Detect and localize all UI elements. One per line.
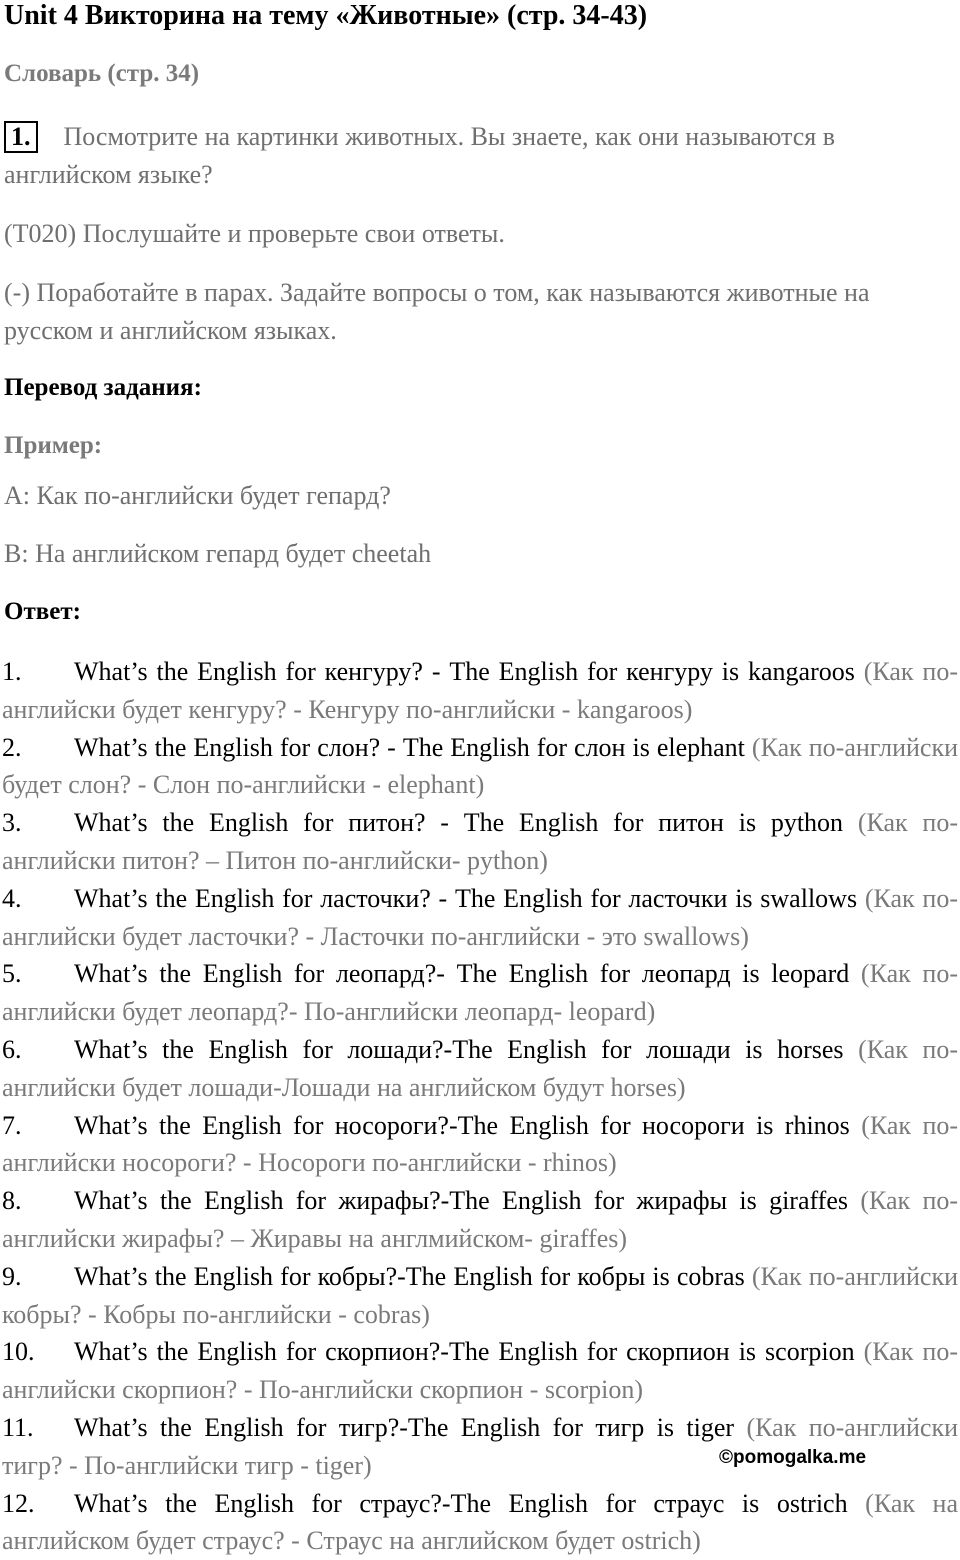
answer-item [2,1333,958,1409]
watermark: ©pomogalka.me [719,1447,867,1468]
section-heading: Словарь (стр. 34) [4,60,200,87]
answer-english: What’s the English for ласточки? - The English for ласточки is swallows [74,883,858,913]
answer-translation: (Как по-английски будет ласточки? - Ласточки по-английски - это swallows) [2,883,959,951]
answer-item [2,1031,958,1107]
answer-number: 1. [2,657,22,686]
answer-english: What’s the English for питон? - The English for питон is python [74,808,844,838]
page-title: Unit 4 Викторина на тему «Животные» (стр. 34-43) [4,0,648,31]
answer-number: 2. [2,732,22,762]
answer-english: What’s the English for тигр?-The English for тигр is tiger [74,1412,735,1442]
answer-translation: (Как по-английски жирафы? – Жиравы на англмийском- giraffes) [2,1186,959,1253]
answer-english: What’s the English for кобры?-The English for кобры is cobras [74,1261,745,1291]
answer-item [2,729,958,805]
answer-number: 7. [2,1110,22,1140]
answer-number: 8. [2,1186,22,1216]
answer-number: 11. [2,1412,34,1442]
task-audio-note: (T020) Послушайте и проверьте свои ответы. [4,219,505,248]
task-number-badge: 1. [4,121,38,153]
answer-item [2,1258,958,1334]
answer-english: What’s the English for носороги?-The English for носороги is rhinos [74,1110,850,1140]
answer-number: 5. [2,959,22,989]
example-heading: Пример: [4,432,103,459]
answer-number: 10. [2,1337,35,1367]
answer-number: 12. [2,1488,35,1518]
answer-translation: (Как по-английски тигр? - По-английски тигр - tiger) [2,1412,958,1480]
answer-translation: (Как по-английски кобры? - Кобры по-английски - cobras) [2,1261,959,1329]
answer-translation: (Как по-английски питон? – Питон по-английски- python) [2,808,958,875]
example-line-a: A: Как по-английски будет гепард? [4,481,391,510]
task-text: Посмотрите на картинки животных. Вы знаете, как они называются в английском языке? [4,122,835,189]
answer-item [2,1107,958,1183]
answer-list [2,653,958,1560]
answer-english: What’s the English for скорпион?-The English for скорпион is scorpion [74,1337,855,1367]
answer-number: 9. [2,1261,22,1291]
task-instruction [4,118,954,194]
answer-english: What’s the English for кенгуру? - The English for кенгуру is kangaroos [74,657,855,686]
answer-translation: (Как по-английски носороги? - Носороги по-английски - rhinos) [2,1110,959,1178]
answer-translation: (Как по-английски будет кенгуру? - Кенгуру по-английски - kangaroos) [2,657,959,724]
answer-translation: (Как по-английски будет леопард?- По-английски леопард- leopard) [2,959,958,1027]
answer-item [2,955,958,1031]
answer-english: What’s the English for лошади?-The English for лошади is horses [74,1034,844,1064]
answer-translation: (Как по-английски будет лошади-Лошади на английском будут horses) [2,1034,958,1102]
example-line-b: B: На английском гепард будет cheetah [4,539,432,568]
answer-english: What’s the English for страус?-The English for страус is ostrich [74,1488,848,1518]
answer-item [2,880,958,956]
answer-english: What’s the English for леопард?- The English for леопард is leopard [74,959,850,989]
answer-translation: (Как по-английски скорпион? - По-английски скорпион - scorpion) [2,1337,958,1405]
answer-heading: Ответ: [4,598,81,625]
answer-number: 6. [2,1034,22,1064]
answer-english: What’s the English for слон? - The English for слон is elephant [74,732,745,762]
answer-item [2,1485,958,1560]
answer-item [2,653,958,729]
answer-translation: (Как по-английски будет слон? - Слон по-английски - elephant) [2,732,959,800]
answer-english: What’s the English for жирафы?-The English for жирафы is giraffes [74,1186,848,1216]
answer-item [2,1182,958,1258]
answer-number: 4. [2,883,22,913]
translation-heading: Перевод задания: [4,374,202,401]
answer-number: 3. [2,808,22,838]
answer-translation: (Как на английском будет страус? - Страус на английском будет ostrich) [2,1488,959,1556]
task-pairs-note: (-) Поработайте в парах. Задайте вопросы о том, как называются животные на русском и английском языках. [4,278,870,345]
answer-item [2,804,958,880]
